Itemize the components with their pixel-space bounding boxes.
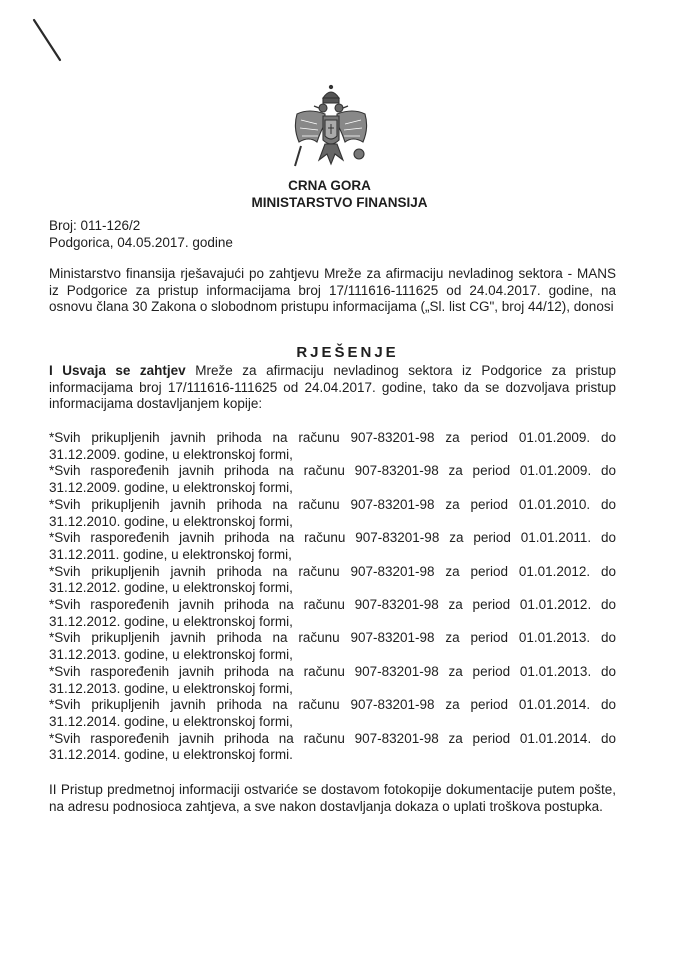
ministry-name: MINISTARSTVO FINANSIJA (251, 195, 428, 210)
section-one-paragraph (49, 363, 616, 413)
list-item: *Svih prikupljenih javnih prihoda na računu 907-83201-98 za period 01.01.2010. do 31.12.2010. godine, u elektronskoj formi, (49, 496, 616, 529)
list-item: *Svih prikupljenih javnih prihoda na računu 907-83201-98 za period 01.01.2009. do 31.12.2009. godine, u elektronskoj formi, (49, 430, 616, 462)
country-name: CRNA GORA (288, 178, 371, 193)
section-one-text: Mreže za afirmaciju nevladinog sektora iz Podgorice za pristup informacijama broj 17/111616-111625 od 24.04.2017. godine, tako da se dozvoljava pristup informacijama dostavljanjem kopije: (49, 363, 616, 412)
pen-stroke-mark (28, 16, 68, 66)
section-two-paragraph: II Pristup predmetnoj informaciji ostvariće se dostavom fotokopije dokumentacije putem pošte, na adresu podnosioca zahtjeva, a sve nakon dostavljanja dokaza o uplati troškova postupka. (49, 782, 616, 814)
list-item: *Svih prikupljenih javnih prihoda na računu 907-83201-98 za period 01.01.2013. do 31.12.2013. godine, u elektronskoj formi, (49, 630, 616, 663)
document-number: Broj: 011-126/2 (49, 218, 141, 233)
list-item: *Svih raspoređenih javnih prihoda na računu 907-83201-98 za period 01.01.2013. do 31.12.2013. godine, u elektronskoj formi, (49, 663, 616, 696)
coat-of-arms-icon (287, 84, 375, 174)
list-item: *Svih raspoređenih javnih prihoda na računu 907-83201-98 za period 01.01.2014. do 31.12.2014. godine, u elektronskoj formi. (49, 730, 616, 763)
letterhead (0, 178, 679, 211)
documents-list (49, 430, 616, 764)
document-meta (49, 217, 233, 251)
list-item: *Svih prikupljenih javnih prihoda na računu 907-83201-98 za period 01.01.2014. do 31.12.2014. godine, u elektronskoj formi, (49, 697, 616, 729)
list-item: *Svih raspoređenih javnih prihoda na računu 907-83201-98 za period 01.01.2011. do 31.12.2011. godine, u elektronskoj formi, (49, 530, 616, 562)
decision-title: RJEŠENJE (296, 344, 399, 361)
list-item: *Svih raspoređenih javnih prihoda na računu 907-83201-98 za period 01.01.2009. do 31.12.2009. godine, u elektronskoj formi, (49, 463, 616, 496)
list-item: *Svih raspoređenih javnih prihoda na računu 907-83201-98 za period 01.01.2012. do 31.12.2012. godine, u elektronskoj formi, (49, 597, 616, 629)
list-item: *Svih prikupljenih javnih prihoda na računu 907-83201-98 za period 01.01.2012. do 31.12.2012. godine, u elektronskoj formi, (49, 563, 616, 596)
section-one-lead: I Usvaja se zahtjev (49, 363, 186, 378)
document-place-date: Podgorica, 04.05.2017. godine (49, 235, 233, 250)
intro-paragraph: Ministarstvo finansija rješavajući po zahtjevu Mreže za afirmaciju nevladinog sektora - MANS iz Podgorice za pristup informacijama broj 17/111616-111625 od 24.04.2017. godine, na osnovu člana 30 Zakona o slobodnom pristupu informacijama („Sl. list CG", broj 44/12), donosi (49, 266, 616, 315)
